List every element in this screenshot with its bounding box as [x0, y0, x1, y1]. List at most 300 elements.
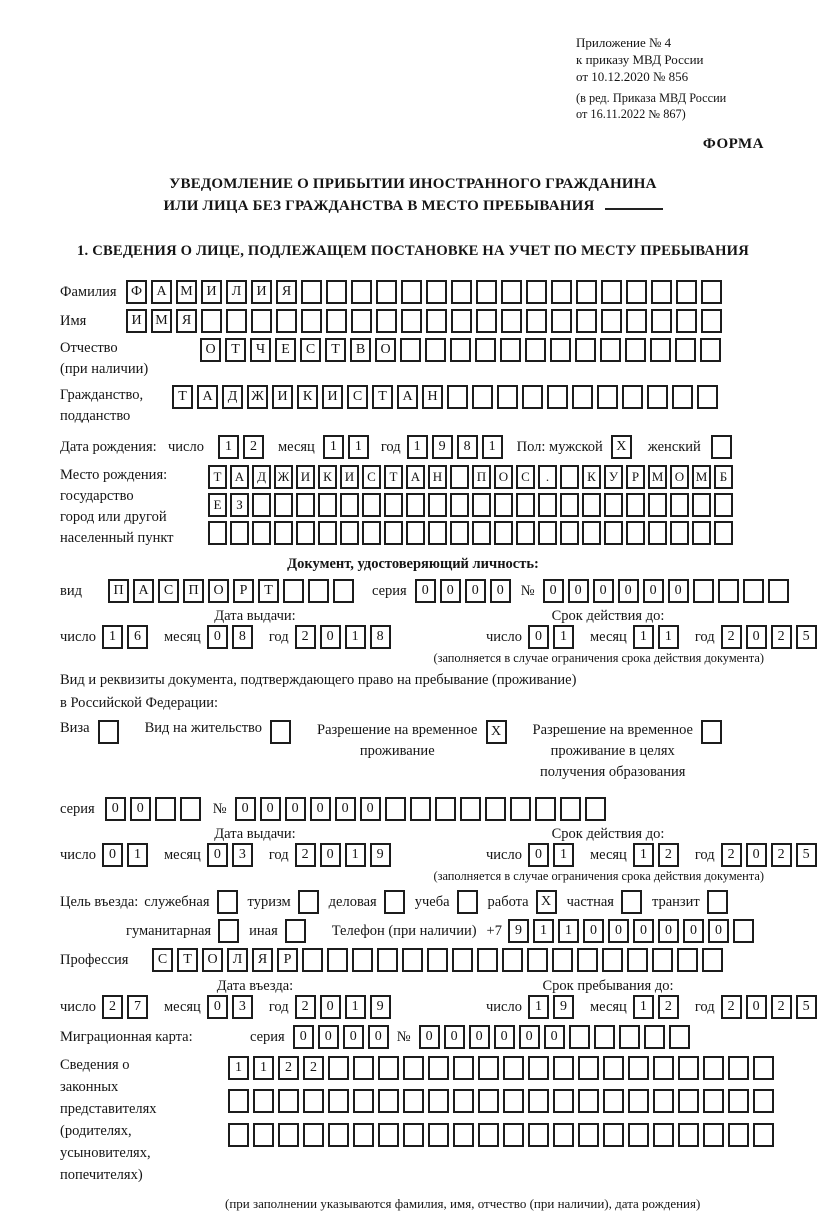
char-cell[interactable] — [718, 579, 739, 603]
char-cell[interactable]: 1 — [345, 843, 366, 867]
char-cell[interactable]: Я — [252, 948, 273, 972]
char-cell[interactable] — [753, 1089, 774, 1113]
char-cell[interactable] — [628, 1089, 649, 1113]
char-cell[interactable] — [426, 280, 447, 304]
char-cell[interactable] — [525, 338, 546, 362]
char-cell[interactable]: А — [151, 280, 172, 304]
purpose-work-checkbox[interactable]: X — [536, 890, 557, 914]
char-cell[interactable] — [644, 1025, 665, 1049]
char-cell[interactable]: 1 — [553, 843, 574, 867]
char-cell[interactable] — [503, 1056, 524, 1080]
char-cell[interactable] — [594, 1025, 615, 1049]
char-cell[interactable] — [460, 797, 481, 821]
char-cell[interactable]: 1 — [345, 625, 366, 649]
char-cell[interactable]: 7 — [127, 995, 148, 1019]
char-cell[interactable]: 0 — [618, 579, 639, 603]
char-cell[interactable] — [251, 309, 272, 333]
char-cell[interactable] — [650, 338, 671, 362]
char-cell[interactable] — [208, 521, 227, 545]
char-cell[interactable]: М — [648, 465, 667, 489]
char-cell[interactable]: 2 — [295, 625, 316, 649]
char-cell[interactable]: И — [296, 465, 315, 489]
char-cell[interactable] — [453, 1056, 474, 1080]
char-cell[interactable] — [597, 385, 618, 409]
char-cell[interactable]: Е — [275, 338, 296, 362]
char-cell[interactable] — [353, 1056, 374, 1080]
char-cell[interactable] — [328, 1123, 349, 1147]
char-cell[interactable]: 0 — [469, 1025, 490, 1049]
char-cell[interactable] — [351, 280, 372, 304]
char-cell[interactable] — [450, 521, 469, 545]
char-cell[interactable]: С — [347, 385, 368, 409]
char-cell[interactable]: 1 — [102, 625, 123, 649]
char-cell[interactable] — [553, 1056, 574, 1080]
char-cell[interactable] — [406, 521, 425, 545]
char-cell[interactable] — [502, 948, 523, 972]
char-cell[interactable] — [619, 1025, 640, 1049]
char-cell[interactable]: 2 — [658, 843, 679, 867]
char-cell[interactable]: 2 — [303, 1056, 324, 1080]
char-cell[interactable] — [753, 1056, 774, 1080]
char-cell[interactable]: О — [202, 948, 223, 972]
char-cell[interactable] — [485, 797, 506, 821]
char-cell[interactable] — [384, 493, 403, 517]
char-cell[interactable] — [353, 1123, 374, 1147]
char-cell[interactable] — [702, 948, 723, 972]
char-cell[interactable] — [701, 309, 722, 333]
char-cell[interactable]: 0 — [285, 797, 306, 821]
char-cell[interactable]: Р — [277, 948, 298, 972]
char-cell[interactable] — [693, 579, 714, 603]
char-cell[interactable] — [692, 493, 711, 517]
char-cell[interactable]: 1 — [528, 995, 549, 1019]
char-cell[interactable] — [453, 1089, 474, 1113]
sex-female-checkbox[interactable] — [711, 435, 732, 459]
char-cell[interactable] — [538, 493, 557, 517]
char-cell[interactable] — [585, 797, 606, 821]
char-cell[interactable]: 0 — [683, 919, 704, 943]
char-cell[interactable]: П — [108, 579, 129, 603]
char-cell[interactable] — [670, 493, 689, 517]
char-cell[interactable]: З — [230, 493, 249, 517]
char-cell[interactable] — [494, 521, 513, 545]
char-cell[interactable] — [676, 280, 697, 304]
purpose-official-checkbox[interactable] — [217, 890, 238, 914]
char-cell[interactable] — [652, 948, 673, 972]
char-cell[interactable] — [252, 521, 271, 545]
char-cell[interactable]: Т — [372, 385, 393, 409]
char-cell[interactable] — [538, 521, 557, 545]
char-cell[interactable] — [478, 1089, 499, 1113]
char-cell[interactable] — [451, 309, 472, 333]
purpose-tourism-checkbox[interactable] — [298, 890, 319, 914]
char-cell[interactable]: Т — [208, 465, 227, 489]
char-cell[interactable]: 0 — [444, 1025, 465, 1049]
char-cell[interactable] — [494, 493, 513, 517]
char-cell[interactable] — [600, 338, 621, 362]
char-cell[interactable] — [410, 797, 431, 821]
char-cell[interactable]: 1 — [127, 843, 148, 867]
char-cell[interactable] — [472, 385, 493, 409]
char-cell[interactable] — [728, 1056, 749, 1080]
char-cell[interactable] — [582, 493, 601, 517]
char-cell[interactable]: 2 — [771, 625, 792, 649]
char-cell[interactable] — [553, 1123, 574, 1147]
char-cell[interactable]: 0 — [490, 579, 511, 603]
char-cell[interactable] — [340, 493, 359, 517]
char-cell[interactable] — [577, 948, 598, 972]
char-cell[interactable] — [522, 385, 543, 409]
char-cell[interactable] — [501, 280, 522, 304]
char-cell[interactable] — [510, 797, 531, 821]
char-cell[interactable] — [477, 948, 498, 972]
char-cell[interactable] — [428, 1056, 449, 1080]
char-cell[interactable] — [603, 1123, 624, 1147]
char-cell[interactable] — [427, 948, 448, 972]
char-cell[interactable]: 2 — [278, 1056, 299, 1080]
char-cell[interactable]: 0 — [207, 995, 228, 1019]
char-cell[interactable]: 5 — [796, 995, 817, 1019]
char-cell[interactable] — [403, 1089, 424, 1113]
char-cell[interactable] — [252, 493, 271, 517]
char-cell[interactable] — [296, 521, 315, 545]
char-cell[interactable]: Р — [233, 579, 254, 603]
char-cell[interactable] — [428, 1123, 449, 1147]
char-cell[interactable] — [253, 1089, 274, 1113]
char-cell[interactable] — [351, 309, 372, 333]
char-cell[interactable] — [352, 948, 373, 972]
char-cell[interactable] — [501, 309, 522, 333]
char-cell[interactable] — [478, 1123, 499, 1147]
char-cell[interactable]: В — [350, 338, 371, 362]
char-cell[interactable] — [402, 948, 423, 972]
char-cell[interactable] — [582, 521, 601, 545]
visa-checkbox[interactable] — [98, 720, 119, 744]
char-cell[interactable]: И — [251, 280, 272, 304]
purpose-other-checkbox[interactable] — [285, 919, 306, 943]
char-cell[interactable] — [328, 1056, 349, 1080]
char-cell[interactable]: Ч — [250, 338, 271, 362]
char-cell[interactable] — [672, 385, 693, 409]
sex-male-checkbox[interactable]: X — [611, 435, 632, 459]
char-cell[interactable]: 1 — [407, 435, 428, 459]
char-cell[interactable] — [604, 493, 623, 517]
char-cell[interactable] — [302, 948, 323, 972]
char-cell[interactable]: 0 — [310, 797, 331, 821]
char-cell[interactable]: 0 — [320, 843, 341, 867]
char-cell[interactable]: 0 — [465, 579, 486, 603]
char-cell[interactable]: 0 — [633, 919, 654, 943]
char-cell[interactable]: 1 — [558, 919, 579, 943]
char-cell[interactable] — [714, 493, 733, 517]
char-cell[interactable]: 0 — [335, 797, 356, 821]
char-cell[interactable] — [622, 385, 643, 409]
char-cell[interactable] — [626, 309, 647, 333]
char-cell[interactable]: К — [582, 465, 601, 489]
char-cell[interactable]: М — [151, 309, 172, 333]
char-cell[interactable] — [569, 1025, 590, 1049]
char-cell[interactable]: Н — [422, 385, 443, 409]
char-cell[interactable] — [578, 1056, 599, 1080]
char-cell[interactable]: 2 — [295, 995, 316, 1019]
char-cell[interactable]: О — [670, 465, 689, 489]
char-cell[interactable] — [575, 338, 596, 362]
char-cell[interactable] — [228, 1089, 249, 1113]
char-cell[interactable]: Ж — [274, 465, 293, 489]
char-cell[interactable] — [604, 521, 623, 545]
purpose-private-checkbox[interactable] — [621, 890, 642, 914]
char-cell[interactable]: Ж — [247, 385, 268, 409]
char-cell[interactable]: 0 — [494, 1025, 515, 1049]
char-cell[interactable] — [377, 948, 398, 972]
char-cell[interactable]: 0 — [105, 797, 126, 821]
char-cell[interactable]: О — [375, 338, 396, 362]
char-cell[interactable] — [376, 280, 397, 304]
char-cell[interactable] — [384, 521, 403, 545]
char-cell[interactable] — [475, 338, 496, 362]
char-cell[interactable] — [450, 465, 469, 489]
char-cell[interactable]: Н — [428, 465, 447, 489]
char-cell[interactable] — [669, 1025, 690, 1049]
char-cell[interactable]: 0 — [746, 843, 767, 867]
char-cell[interactable] — [451, 280, 472, 304]
char-cell[interactable] — [378, 1089, 399, 1113]
char-cell[interactable]: А — [197, 385, 218, 409]
char-cell[interactable]: П — [472, 465, 491, 489]
char-cell[interactable] — [301, 280, 322, 304]
char-cell[interactable] — [653, 1056, 674, 1080]
char-cell[interactable] — [576, 309, 597, 333]
char-cell[interactable]: Т — [325, 338, 346, 362]
char-cell[interactable] — [678, 1089, 699, 1113]
char-cell[interactable]: Т — [177, 948, 198, 972]
char-cell[interactable] — [228, 1123, 249, 1147]
char-cell[interactable] — [701, 280, 722, 304]
char-cell[interactable] — [296, 493, 315, 517]
char-cell[interactable] — [528, 1123, 549, 1147]
char-cell[interactable] — [626, 493, 645, 517]
char-cell[interactable]: 5 — [796, 843, 817, 867]
char-cell[interactable]: П — [183, 579, 204, 603]
char-cell[interactable]: 3 — [232, 843, 253, 867]
char-cell[interactable]: 1 — [348, 435, 369, 459]
char-cell[interactable] — [602, 948, 623, 972]
char-cell[interactable] — [670, 521, 689, 545]
char-cell[interactable] — [428, 521, 447, 545]
char-cell[interactable]: С — [152, 948, 173, 972]
char-cell[interactable]: . — [538, 465, 557, 489]
temp-permit-checkbox[interactable]: X — [486, 720, 507, 744]
char-cell[interactable] — [303, 1089, 324, 1113]
char-cell[interactable]: М — [176, 280, 197, 304]
char-cell[interactable] — [625, 338, 646, 362]
char-cell[interactable]: 2 — [243, 435, 264, 459]
char-cell[interactable] — [378, 1056, 399, 1080]
char-cell[interactable] — [403, 1123, 424, 1147]
char-cell[interactable] — [274, 521, 293, 545]
char-cell[interactable] — [274, 493, 293, 517]
char-cell[interactable] — [308, 579, 329, 603]
char-cell[interactable]: Т — [225, 338, 246, 362]
char-cell[interactable]: 0 — [658, 919, 679, 943]
char-cell[interactable]: 0 — [440, 579, 461, 603]
char-cell[interactable] — [362, 493, 381, 517]
char-cell[interactable] — [527, 948, 548, 972]
char-cell[interactable] — [403, 1056, 424, 1080]
char-cell[interactable] — [551, 309, 572, 333]
char-cell[interactable] — [362, 521, 381, 545]
char-cell[interactable]: 9 — [370, 843, 391, 867]
char-cell[interactable] — [627, 948, 648, 972]
char-cell[interactable]: 0 — [343, 1025, 364, 1049]
char-cell[interactable] — [253, 1123, 274, 1147]
char-cell[interactable] — [326, 280, 347, 304]
char-cell[interactable]: 6 — [127, 625, 148, 649]
char-cell[interactable]: О — [494, 465, 513, 489]
char-cell[interactable] — [547, 385, 568, 409]
char-cell[interactable] — [551, 280, 572, 304]
char-cell[interactable]: О — [200, 338, 221, 362]
char-cell[interactable]: К — [297, 385, 318, 409]
char-cell[interactable]: 0 — [608, 919, 629, 943]
char-cell[interactable] — [550, 338, 571, 362]
char-cell[interactable] — [516, 493, 535, 517]
char-cell[interactable]: И — [126, 309, 147, 333]
char-cell[interactable] — [230, 521, 249, 545]
purpose-transit-checkbox[interactable] — [707, 890, 728, 914]
char-cell[interactable] — [283, 579, 304, 603]
char-cell[interactable]: 0 — [708, 919, 729, 943]
char-cell[interactable] — [526, 280, 547, 304]
char-cell[interactable] — [328, 1089, 349, 1113]
temp-permit-edu-checkbox[interactable] — [701, 720, 722, 744]
char-cell[interactable]: А — [230, 465, 249, 489]
char-cell[interactable]: 0 — [235, 797, 256, 821]
char-cell[interactable] — [426, 309, 447, 333]
char-cell[interactable] — [678, 1056, 699, 1080]
char-cell[interactable]: 9 — [508, 919, 529, 943]
purpose-business-checkbox[interactable] — [384, 890, 405, 914]
char-cell[interactable]: А — [406, 465, 425, 489]
char-cell[interactable] — [535, 797, 556, 821]
char-cell[interactable]: 0 — [544, 1025, 565, 1049]
char-cell[interactable]: 9 — [553, 995, 574, 1019]
char-cell[interactable] — [472, 521, 491, 545]
char-cell[interactable] — [425, 338, 446, 362]
char-cell[interactable]: 0 — [207, 843, 228, 867]
char-cell[interactable] — [516, 521, 535, 545]
char-cell[interactable] — [318, 521, 337, 545]
char-cell[interactable] — [450, 493, 469, 517]
char-cell[interactable] — [447, 385, 468, 409]
char-cell[interactable]: 5 — [796, 625, 817, 649]
char-cell[interactable]: К — [318, 465, 337, 489]
char-cell[interactable]: Л — [226, 280, 247, 304]
char-cell[interactable]: 0 — [320, 995, 341, 1019]
char-cell[interactable] — [318, 493, 337, 517]
char-cell[interactable]: 8 — [370, 625, 391, 649]
char-cell[interactable] — [603, 1056, 624, 1080]
char-cell[interactable]: 0 — [568, 579, 589, 603]
char-cell[interactable]: 1 — [553, 625, 574, 649]
char-cell[interactable]: 0 — [519, 1025, 540, 1049]
char-cell[interactable] — [428, 1089, 449, 1113]
char-cell[interactable] — [603, 1089, 624, 1113]
char-cell[interactable]: 2 — [771, 995, 792, 1019]
char-cell[interactable]: 0 — [320, 625, 341, 649]
char-cell[interactable] — [476, 280, 497, 304]
char-cell[interactable] — [677, 948, 698, 972]
char-cell[interactable] — [714, 521, 733, 545]
char-cell[interactable] — [651, 309, 672, 333]
char-cell[interactable] — [155, 797, 176, 821]
char-cell[interactable] — [743, 579, 764, 603]
char-cell[interactable] — [552, 948, 573, 972]
char-cell[interactable] — [326, 309, 347, 333]
char-cell[interactable]: 0 — [130, 797, 151, 821]
char-cell[interactable]: 0 — [318, 1025, 339, 1049]
char-cell[interactable] — [378, 1123, 399, 1147]
char-cell[interactable] — [768, 579, 789, 603]
char-cell[interactable] — [553, 1089, 574, 1113]
char-cell[interactable] — [276, 309, 297, 333]
char-cell[interactable]: 1 — [658, 625, 679, 649]
char-cell[interactable]: Ф — [126, 280, 147, 304]
char-cell[interactable] — [303, 1123, 324, 1147]
char-cell[interactable] — [476, 309, 497, 333]
char-cell[interactable]: С — [516, 465, 535, 489]
char-cell[interactable] — [226, 309, 247, 333]
char-cell[interactable] — [578, 1123, 599, 1147]
char-cell[interactable] — [180, 797, 201, 821]
char-cell[interactable]: А — [133, 579, 154, 603]
char-cell[interactable]: Я — [176, 309, 197, 333]
char-cell[interactable]: У — [604, 465, 623, 489]
char-cell[interactable] — [503, 1123, 524, 1147]
char-cell[interactable]: Р — [626, 465, 645, 489]
char-cell[interactable] — [560, 521, 579, 545]
char-cell[interactable]: 1 — [482, 435, 503, 459]
char-cell[interactable]: 0 — [543, 579, 564, 603]
char-cell[interactable] — [497, 385, 518, 409]
char-cell[interactable]: Д — [252, 465, 271, 489]
char-cell[interactable]: И — [272, 385, 293, 409]
char-cell[interactable] — [435, 797, 456, 821]
char-cell[interactable]: 0 — [260, 797, 281, 821]
char-cell[interactable] — [728, 1123, 749, 1147]
char-cell[interactable]: 0 — [419, 1025, 440, 1049]
char-cell[interactable] — [500, 338, 521, 362]
char-cell[interactable] — [201, 309, 222, 333]
char-cell[interactable] — [560, 465, 579, 489]
char-cell[interactable] — [453, 1123, 474, 1147]
char-cell[interactable]: 0 — [207, 625, 228, 649]
char-cell[interactable]: С — [158, 579, 179, 603]
char-cell[interactable]: 2 — [102, 995, 123, 1019]
char-cell[interactable]: 0 — [583, 919, 604, 943]
char-cell[interactable] — [406, 493, 425, 517]
char-cell[interactable]: 1 — [323, 435, 344, 459]
char-cell[interactable]: Л — [227, 948, 248, 972]
char-cell[interactable] — [327, 948, 348, 972]
char-cell[interactable] — [678, 1123, 699, 1147]
char-cell[interactable]: 1 — [253, 1056, 274, 1080]
purpose-humanitarian-checkbox[interactable] — [218, 919, 239, 943]
char-cell[interactable] — [692, 521, 711, 545]
char-cell[interactable] — [560, 797, 581, 821]
char-cell[interactable] — [697, 385, 718, 409]
char-cell[interactable]: 2 — [721, 995, 742, 1019]
